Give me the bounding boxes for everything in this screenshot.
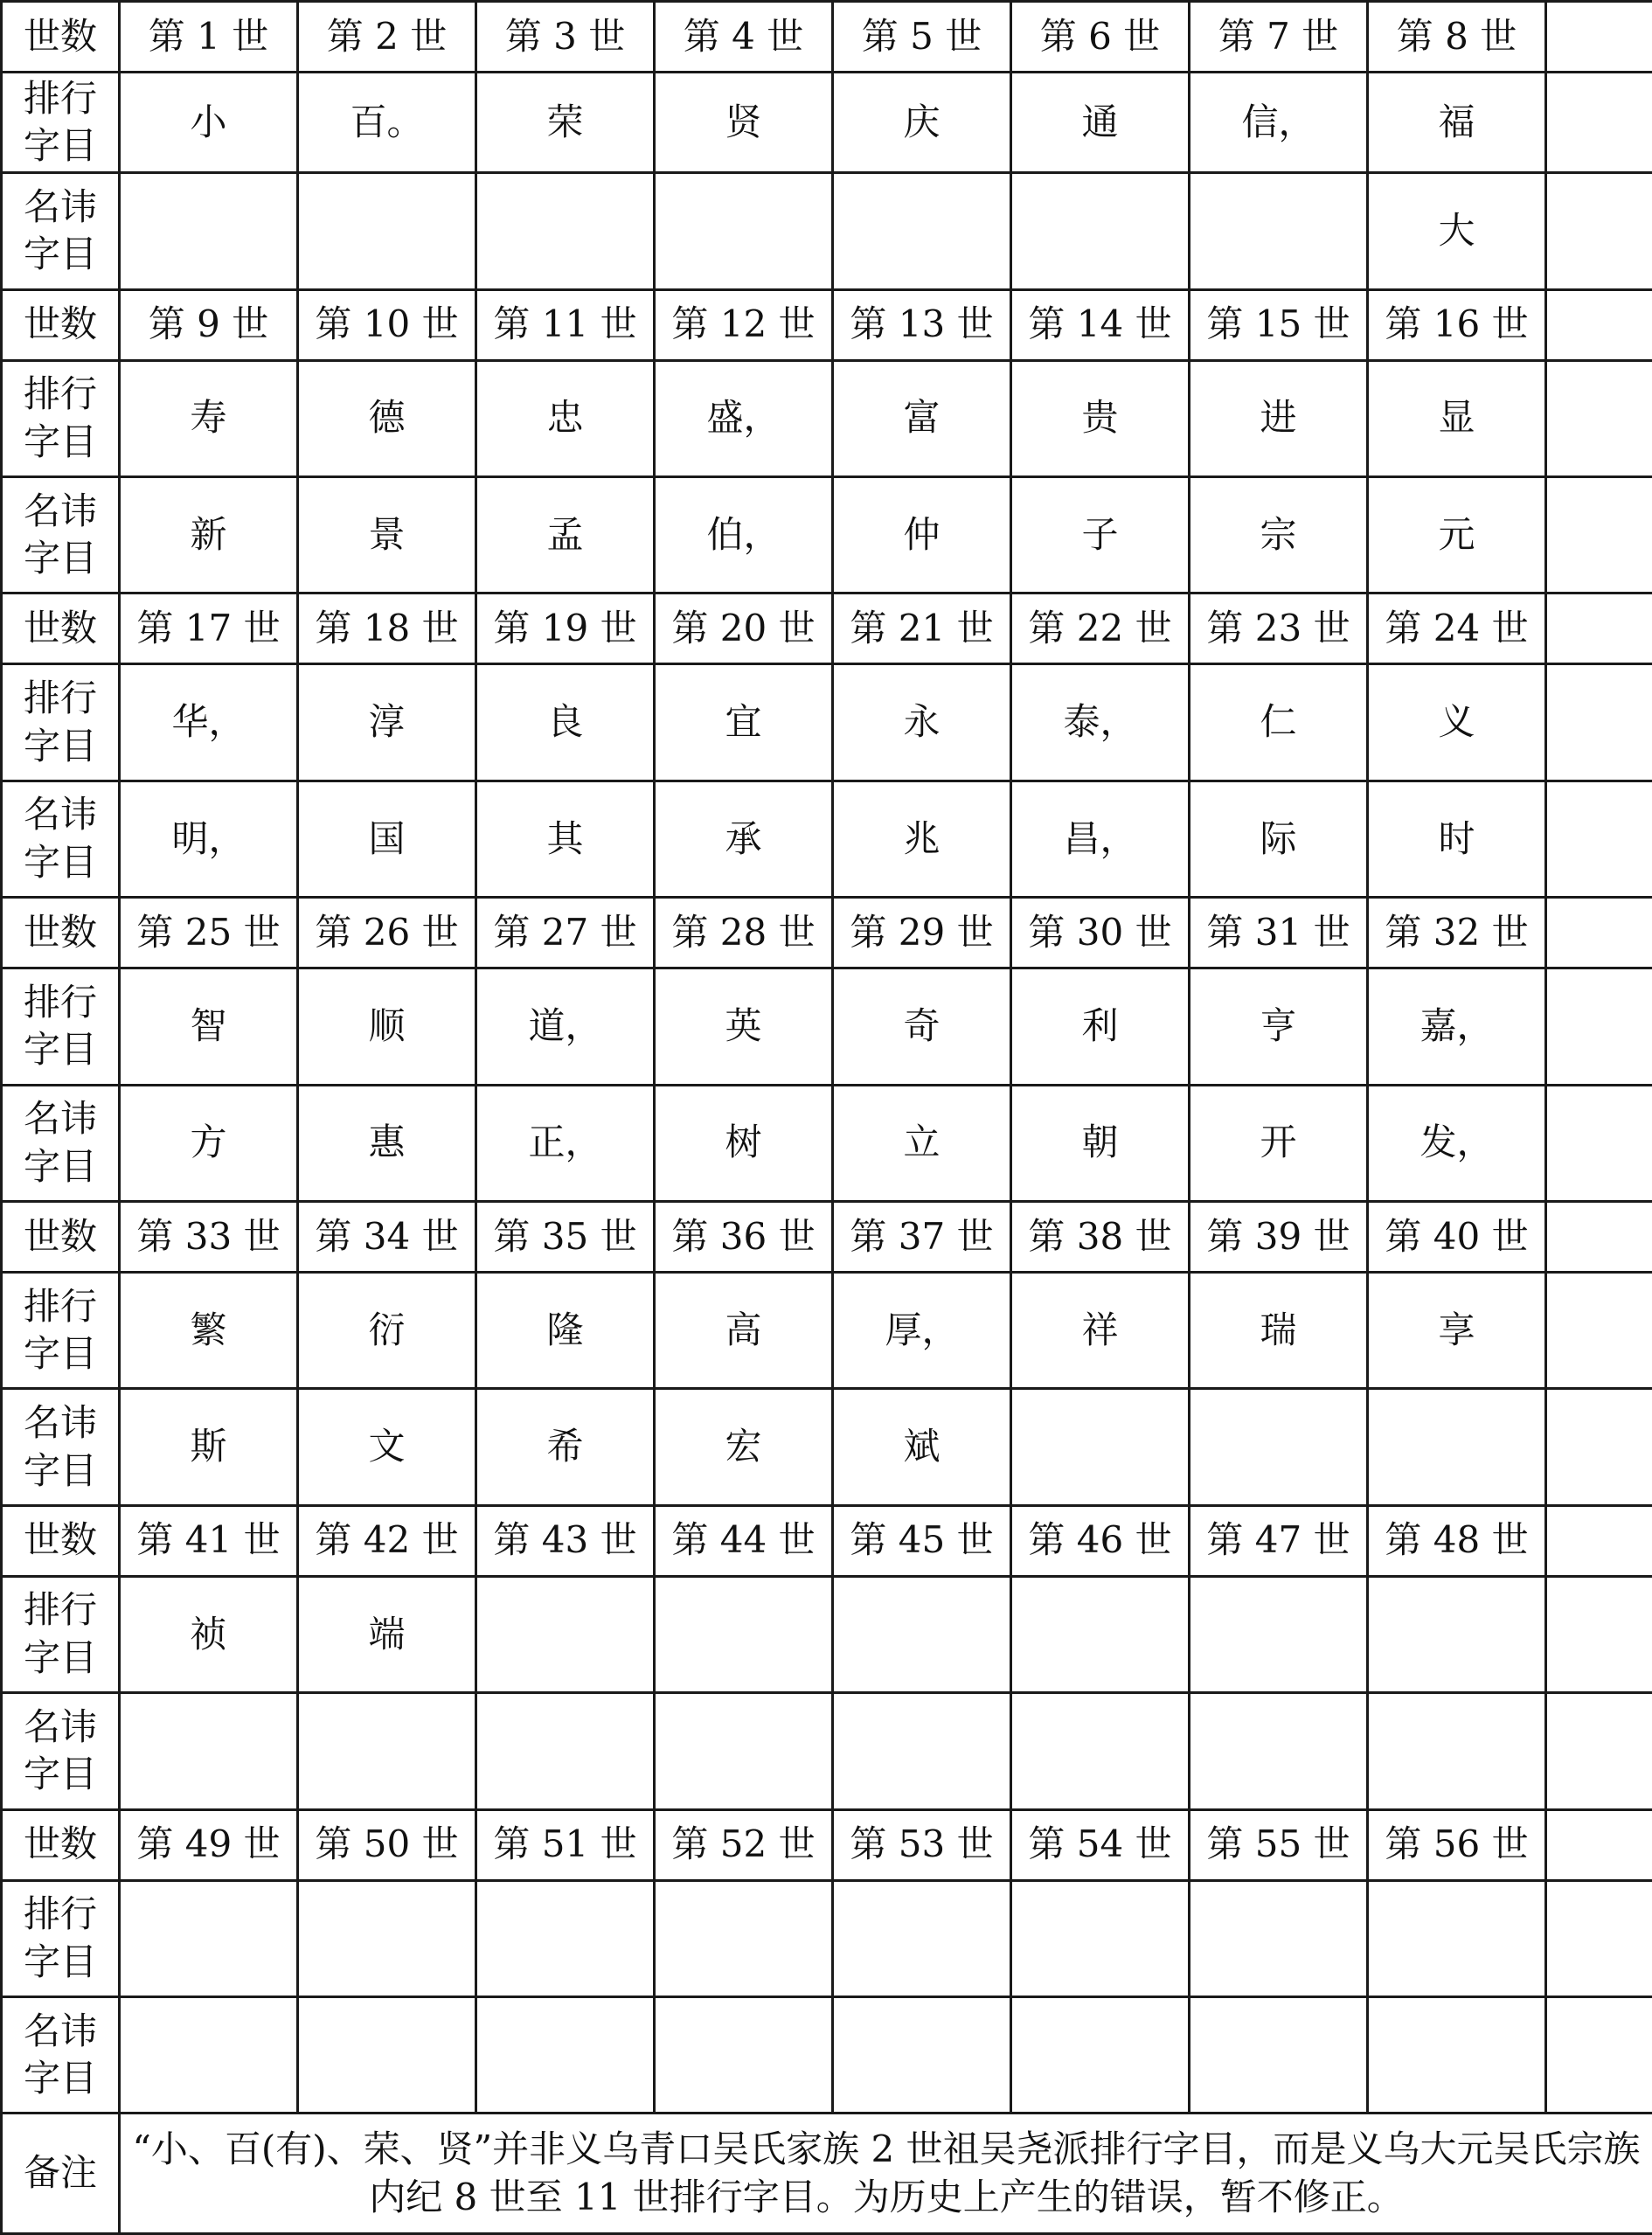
rank-row [2,1576,1652,1692]
generation-row [2,1201,1652,1272]
rank-char-cell: 隆 [476,1272,655,1388]
rank-char-cell: 享 [1368,1272,1546,1388]
rank-char-cell: 宜 [655,664,833,781]
taboo-label-line1: 名讳 [23,793,97,836]
taboo-row [2,476,1652,593]
taboo-char-cell [655,1996,833,2113]
taboo-char-cell: 希 [476,1389,655,1505]
generation-cell: 第 29 世 [833,898,1011,968]
taboo-char-cell: 仲 [833,476,1011,593]
taboo-label-line1: 名讳 [23,1097,97,1141]
rank-char-cell [655,1880,833,1996]
rank-char-cell: 嘉， [1368,968,1546,1085]
generation-cell: 第 10 世 [298,289,476,360]
rank-char-cell: 衍 [298,1272,476,1388]
taboo-char-cell: 大 [1368,173,1546,289]
generation-label: 世数 [2,898,120,968]
rank-label [2,1576,120,1692]
taboo-char-cell [1011,1693,1190,1809]
taboo-char-cell [1190,1996,1368,2113]
taboo-char-cell [833,1996,1011,2113]
rank-char-cell: 端 [298,1576,476,1692]
taboo-label [2,476,120,593]
generation-cell: 第 49 世 [120,1809,298,1880]
taboo-char-cell: 昌， [1011,781,1190,897]
rank-char-cell: 显 [1368,360,1546,476]
rank-char-cell [833,1576,1011,1692]
taboo-row [2,1996,1652,2113]
generation-cell: 第 22 世 [1011,593,1190,664]
taboo-label [2,1693,120,1809]
taboo-char-cell [1190,173,1368,289]
rank-char-cell: 百。 [298,73,476,173]
rank-char-cell: 瑞 [1190,1272,1368,1388]
rank-char-cell [1011,1880,1190,1996]
taboo-char-cell: 明， [120,781,298,897]
rank-char-cell: 寿 [120,360,298,476]
rank-label-line2: 字目 [23,420,97,463]
generation-cell: 第 32 世 [1368,898,1546,968]
spare-cell [1546,968,1652,1085]
generation-cell: 第 42 世 [298,1505,476,1576]
generation-cell: 第 7 世 [1190,2,1368,73]
generation-label: 世数 [2,289,120,360]
generation-label: 世数 [2,593,120,664]
taboo-char-cell: 景 [298,476,476,593]
taboo-char-cell: 发， [1368,1085,1546,1201]
rank-char-cell: 福 [1368,73,1546,173]
rank-row [2,664,1652,781]
generation-cell: 第 37 世 [833,1201,1011,1272]
rank-char-cell [298,1880,476,1996]
rank-char-cell [833,1880,1011,1996]
rank-char-cell: 仁 [1190,664,1368,781]
generation-cell: 第 41 世 [120,1505,298,1576]
taboo-char-cell [833,173,1011,289]
generation-row [2,1505,1652,1576]
taboo-label-line2: 字目 [23,1144,97,1188]
spare-cell [1546,781,1652,897]
generation-cell: 第 19 世 [476,593,655,664]
rank-char-cell: 良 [476,664,655,781]
taboo-char-cell: 文 [298,1389,476,1505]
generation-cell: 第 13 世 [833,289,1011,360]
rank-label [2,664,120,781]
taboo-char-cell [298,173,476,289]
generation-row [2,2,1652,73]
taboo-char-cell: 国 [298,781,476,897]
generation-cell: 第 28 世 [655,898,833,968]
generation-label: 世数 [2,1809,120,1880]
rank-label-line2: 字目 [23,1028,97,1072]
rank-row [2,1272,1652,1388]
taboo-char-cell: 朝 [1011,1085,1190,1201]
rank-label [2,1880,120,1996]
generation-cell: 第 17 世 [120,593,298,664]
taboo-label [2,1389,120,1505]
rank-label-line2: 字目 [23,1635,97,1679]
taboo-char-cell: 子 [1011,476,1190,593]
rank-char-cell: 奇 [833,968,1011,1085]
rank-char-cell: 祯 [120,1576,298,1692]
rank-char-cell: 顺 [298,968,476,1085]
generation-cell: 第 35 世 [476,1201,655,1272]
taboo-label-line2: 字目 [23,1753,97,1796]
rank-label [2,73,120,173]
generation-row [2,593,1652,664]
generation-cell: 第 25 世 [120,898,298,968]
taboo-char-cell [298,1996,476,2113]
taboo-char-cell: 元 [1368,476,1546,593]
taboo-label-line2: 字目 [23,537,97,580]
taboo-row [2,1693,1652,1809]
generation-label: 世数 [2,1201,120,1272]
taboo-char-cell [298,1693,476,1809]
taboo-char-cell [1190,1693,1368,1809]
generation-cell: 第 9 世 [120,289,298,360]
generation-row [2,289,1652,360]
taboo-char-cell: 时 [1368,781,1546,897]
generation-cell: 第 1 世 [120,2,298,73]
rank-label-line1: 排行 [23,76,97,120]
taboo-char-cell [1011,173,1190,289]
spare-cell [1546,593,1652,664]
rank-label-line1: 排行 [23,676,97,719]
taboo-row [2,781,1652,897]
generation-cell: 第 33 世 [120,1201,298,1272]
taboo-char-cell: 树 [655,1085,833,1201]
taboo-char-cell [476,1996,655,2113]
taboo-label-line2: 字目 [23,2057,97,2100]
generation-cell: 第 20 世 [655,593,833,664]
generation-cell: 第 45 世 [833,1505,1011,1576]
generation-cell: 第 34 世 [298,1201,476,1272]
rank-char-cell [1190,1576,1368,1692]
rank-char-cell: 忠 [476,360,655,476]
generation-cell: 第 11 世 [476,289,655,360]
taboo-row [2,1085,1652,1201]
note-text [120,2114,1652,2234]
generation-cell: 第 16 世 [1368,289,1546,360]
spare-cell [1546,1809,1652,1880]
generation-cell: 第 26 世 [298,898,476,968]
taboo-row [2,1389,1652,1505]
spare-cell [1546,664,1652,781]
rank-char-cell [476,1880,655,1996]
taboo-char-cell [120,173,298,289]
rank-label [2,1272,120,1388]
note-line-2: 内纪 8 世至 11 世排行字目。为历史上产生的错误，暂不修正。 [369,2175,1404,2218]
generation-cell: 第 2 世 [298,2,476,73]
taboo-label-line1: 名讳 [23,1704,97,1748]
rank-label-line2: 字目 [23,1332,97,1376]
rank-char-cell: 泰， [1011,664,1190,781]
rank-char-cell: 永 [833,664,1011,781]
generation-cell: 第 12 世 [655,289,833,360]
taboo-label-line2: 字目 [23,233,97,276]
generation-cell: 第 23 世 [1190,593,1368,664]
taboo-char-cell: 承 [655,781,833,897]
rank-char-cell [1011,1576,1190,1692]
generation-cell: 第 40 世 [1368,1201,1546,1272]
rank-char-cell: 祥 [1011,1272,1190,1388]
generation-cell: 第 21 世 [833,593,1011,664]
note-line-1: “小、百(有)、荣、贤”并非义乌青口吴氏家族 2 世祖吴尧派排行字目，而是义乌大元吴氏宗族 [132,2127,1641,2171]
spare-cell [1546,1085,1652,1201]
taboo-char-cell [476,173,655,289]
generation-cell: 第 47 世 [1190,1505,1368,1576]
taboo-label [2,1996,120,2113]
rank-char-cell: 贤 [655,73,833,173]
taboo-char-cell: 新 [120,476,298,593]
rank-char-cell: 盛， [655,360,833,476]
generation-cell: 第 51 世 [476,1809,655,1880]
generation-label: 世数 [2,2,120,73]
spare-cell [1546,360,1652,476]
spare-cell [1546,2,1652,73]
generation-cell: 第 44 世 [655,1505,833,1576]
rank-char-cell [476,1576,655,1692]
spare-cell [1546,289,1652,360]
rank-char-cell [1368,1880,1546,1996]
taboo-char-cell: 宗 [1190,476,1368,593]
taboo-char-cell: 兆 [833,781,1011,897]
taboo-row [2,173,1652,289]
spare-cell [1546,476,1652,593]
taboo-label [2,1085,120,1201]
taboo-char-cell [1368,1996,1546,2113]
generation-cell: 第 15 世 [1190,289,1368,360]
taboo-label-line1: 名讳 [23,1400,97,1444]
note-row [2,2114,1652,2234]
spare-cell [1546,73,1652,173]
taboo-char-cell: 伯， [655,476,833,593]
spare-cell [1546,1505,1652,1576]
rank-label-line1: 排行 [23,1284,97,1328]
rank-label [2,360,120,476]
spare-cell [1546,898,1652,968]
taboo-char-cell [120,1996,298,2113]
rank-char-cell [120,1880,298,1996]
generation-cell: 第 50 世 [298,1809,476,1880]
rank-char-cell: 利 [1011,968,1190,1085]
rank-char-cell: 智 [120,968,298,1085]
spare-cell [1546,1576,1652,1692]
note-label: 备注 [2,2114,120,2234]
generation-cell: 第 52 世 [655,1809,833,1880]
generation-cell: 第 36 世 [655,1201,833,1272]
spare-cell [1546,1201,1652,1272]
taboo-char-cell: 开 [1190,1085,1368,1201]
generation-cell: 第 14 世 [1011,289,1190,360]
taboo-char-cell: 孟 [476,476,655,593]
rank-char-cell: 义 [1368,664,1546,781]
taboo-char-cell [1011,1996,1190,2113]
generation-cell: 第 31 世 [1190,898,1368,968]
rank-char-cell [655,1576,833,1692]
taboo-label [2,173,120,289]
rank-char-cell: 富 [833,360,1011,476]
taboo-char-cell [655,173,833,289]
rank-label [2,968,120,1085]
generation-cell: 第 54 世 [1011,1809,1190,1880]
rank-char-cell: 高 [655,1272,833,1388]
spare-cell [1546,1693,1652,1809]
rank-char-cell: 繁 [120,1272,298,1388]
taboo-char-cell: 斯 [120,1389,298,1505]
taboo-label-line2: 字目 [23,1448,97,1492]
rank-row [2,360,1652,476]
taboo-char-cell [1011,1389,1190,1505]
generation-cell: 第 4 世 [655,2,833,73]
generation-cell: 第 27 世 [476,898,655,968]
rank-char-cell: 华， [120,664,298,781]
generation-cell: 第 24 世 [1368,593,1546,664]
spare-cell [1546,1880,1652,1996]
taboo-char-cell: 惠 [298,1085,476,1201]
rank-char-cell [1368,1576,1546,1692]
generation-row [2,898,1652,968]
rank-label-line1: 排行 [23,1588,97,1632]
generation-cell: 第 18 世 [298,593,476,664]
taboo-label-line1: 名讳 [23,184,97,228]
taboo-char-cell: 斌 [833,1389,1011,1505]
generation-cell: 第 46 世 [1011,1505,1190,1576]
rank-char-cell: 荣 [476,73,655,173]
generation-cell: 第 8 世 [1368,2,1546,73]
generation-cell: 第 56 世 [1368,1809,1546,1880]
taboo-char-cell [476,1693,655,1809]
rank-label-line1: 排行 [23,1892,97,1936]
generation-cell: 第 43 世 [476,1505,655,1576]
spare-cell [1546,173,1652,289]
generation-cell: 第 30 世 [1011,898,1190,968]
taboo-char-cell [833,1693,1011,1809]
rank-char-cell [1190,1880,1368,1996]
generation-row [2,1809,1652,1880]
spare-cell [1546,1389,1652,1505]
taboo-char-cell: 其 [476,781,655,897]
taboo-char-cell: 宏 [655,1389,833,1505]
taboo-char-cell: 立 [833,1085,1011,1201]
generation-cell: 第 55 世 [1190,1809,1368,1880]
rank-char-cell: 亨 [1190,968,1368,1085]
taboo-label-line1: 名讳 [23,489,97,532]
generation-cell: 第 39 世 [1190,1201,1368,1272]
taboo-label-line1: 名讳 [23,2009,97,2052]
taboo-char-cell [1190,1389,1368,1505]
spare-cell [1546,1996,1652,2113]
rank-char-cell: 德 [298,360,476,476]
rank-label-line2: 字目 [23,124,97,168]
taboo-char-cell [1368,1389,1546,1505]
generation-cell: 第 48 世 [1368,1505,1546,1576]
generation-cell: 第 3 世 [476,2,655,73]
rank-char-cell: 英 [655,968,833,1085]
generation-cell: 第 5 世 [833,2,1011,73]
generation-cell: 第 53 世 [833,1809,1011,1880]
rank-label-line2: 字目 [23,1940,97,1983]
rank-char-cell: 进 [1190,360,1368,476]
taboo-char-cell [655,1693,833,1809]
taboo-label-line2: 字目 [23,840,97,884]
taboo-char-cell: 方 [120,1085,298,1201]
rank-char-cell: 厚， [833,1272,1011,1388]
rank-label-line2: 字目 [23,724,97,767]
taboo-label [2,781,120,897]
rank-label-line1: 排行 [23,980,97,1024]
taboo-char-cell: 际 [1190,781,1368,897]
rank-row [2,73,1652,173]
generation-label: 世数 [2,1505,120,1576]
taboo-char-cell: 正， [476,1085,655,1201]
table-body [2,2,1652,2234]
rank-label-line1: 排行 [23,372,97,416]
taboo-char-cell [120,1693,298,1809]
rank-char-cell: 贵 [1011,360,1190,476]
generation-cell: 第 6 世 [1011,2,1190,73]
taboo-char-cell [1368,1693,1546,1809]
rank-char-cell: 通 [1011,73,1190,173]
rank-char-cell: 道， [476,968,655,1085]
generation-cell: 第 38 世 [1011,1201,1190,1272]
rank-row [2,1880,1652,1996]
rank-char-cell: 庆 [833,73,1011,173]
spare-cell [1546,1272,1652,1388]
rank-char-cell: 淳 [298,664,476,781]
rank-char-cell: 信， [1190,73,1368,173]
rank-row [2,968,1652,1085]
rank-char-cell: 小 [120,73,298,173]
